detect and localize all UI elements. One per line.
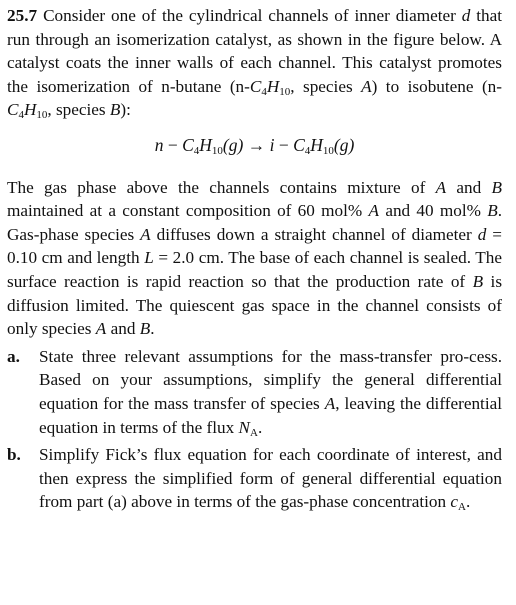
eq-lhs-prefix: n <box>154 134 164 155</box>
intro-butane-sub10: 10 <box>279 85 291 98</box>
body-text-2: maintained at a constant composition of 60 mol% <box>7 201 363 221</box>
eq-phase-2: (g) <box>333 134 355 155</box>
eq-c-2: C <box>293 134 305 155</box>
body-diameter-value: = 0.10 cm and length <box>7 224 503 268</box>
body-paragraph <box>7 176 502 341</box>
eq-c-1: C <box>182 134 194 155</box>
intro-species-a: A <box>361 76 372 96</box>
question-b-conc-sub: A <box>458 501 466 514</box>
question-b-text-1: Simplify Fick’s flux equation for each coordinate of interest, and then express the simplified form of general differential equation from part (a) above in terms of the gas-phase concentration <box>39 445 502 512</box>
body-and-2: and <box>110 319 136 339</box>
body-and-1: and <box>456 177 482 197</box>
eq-dash-2: − <box>274 134 294 155</box>
problem-statement <box>7 4 502 122</box>
body-text-6: is diffusion limited. The quiescent gas space in the channel consists of only species <box>7 271 503 339</box>
intro-isobutene-c: C <box>7 100 19 120</box>
body-species-a-1: A <box>435 177 447 197</box>
intro-species-b: B <box>109 100 121 120</box>
intro-text-1: Consider one of the cylindrical channels of inner diameter <box>43 6 456 25</box>
body-text-2b: and 40 mol% <box>385 201 481 221</box>
question-a-text-1: State three relevant assumptions for the mass-transfer pro-cess. Based on your assumptions, simplify the general differential equation for the mass transfer of species <box>39 346 502 413</box>
eq-sub-4-1: 4 <box>193 144 200 157</box>
eq-rhs-prefix: i <box>269 134 275 155</box>
eq-sub-10-2: 10 <box>322 144 334 157</box>
body-species-a-3: A <box>140 224 151 244</box>
body-text-4: diffuses down a straight channel of diameter <box>156 224 472 244</box>
body-end: . <box>150 319 155 339</box>
eq-sub-4-2: 4 <box>304 144 311 157</box>
question-a-text-2: , leaving the differential equation in terms of the flux <box>39 393 502 437</box>
eq-phase-1: (g) <box>222 134 244 155</box>
intro-butane-h: H <box>266 76 280 96</box>
body-species-a-4: A <box>95 319 107 339</box>
question-list <box>7 345 502 514</box>
intro-text-3: , species <box>290 76 353 96</box>
eq-arrow: → <box>243 134 270 155</box>
intro-butane-c: C <box>249 76 262 96</box>
intro-isobutene-sub4: 4 <box>18 109 24 122</box>
body-length-symbol: L <box>144 248 154 268</box>
reaction-equation <box>7 134 502 158</box>
question-a-flux-sub: A <box>250 426 258 439</box>
question-a-flux-symbol: N <box>238 417 250 437</box>
body-text-3: . Gas-phase species <box>7 201 503 244</box>
body-species-b-1: B <box>491 177 503 197</box>
intro-diameter-symbol: d <box>461 6 471 25</box>
eq-h-1: H <box>199 134 212 155</box>
question-label-b: b. <box>7 445 21 465</box>
intro-isobutene-sub10: 10 <box>36 109 48 122</box>
body-species-b-3: B <box>472 271 484 291</box>
intro-isobutene-h: H <box>23 100 37 120</box>
body-diameter-symbol: d <box>477 224 487 244</box>
body-text-1: The gas phase above the channels contains mixture of <box>7 177 426 197</box>
question-a-species: A <box>324 393 336 413</box>
question-text-a <box>39 345 502 439</box>
body-species-b-2: B <box>487 201 498 221</box>
intro-text-5: , species <box>47 100 106 120</box>
question-item-b <box>7 443 502 514</box>
intro-text-6: ): <box>120 100 131 120</box>
question-b-conc-symbol: c <box>450 492 459 512</box>
intro-text-4: ) to isobutene (n- <box>371 76 502 96</box>
intro-text-2: that run through an isomerization catalyst, as shown in the figure below. A catalyst coats the inner walls of each channel. This catalyst promotes the isomerization of n-butane (n- <box>7 6 503 96</box>
question-a-end: . <box>257 417 263 437</box>
eq-h-2: H <box>310 134 323 155</box>
question-label-a: a. <box>7 346 20 366</box>
eq-sub-10-1: 10 <box>211 144 223 157</box>
body-text-5: = 2.0 cm. The base of each channel is sealed. The surface reaction is rapid reaction so that the production rate of <box>7 248 503 291</box>
question-b-end: . <box>465 492 471 512</box>
question-item-a <box>7 345 502 439</box>
body-species-b-4: B <box>139 319 151 339</box>
body-species-a-2: A <box>368 201 380 221</box>
problem-number: 25.7 <box>7 6 38 25</box>
eq-dash-1: − <box>163 134 183 155</box>
question-text-b <box>39 443 502 514</box>
intro-butane-sub4: 4 <box>261 85 267 98</box>
